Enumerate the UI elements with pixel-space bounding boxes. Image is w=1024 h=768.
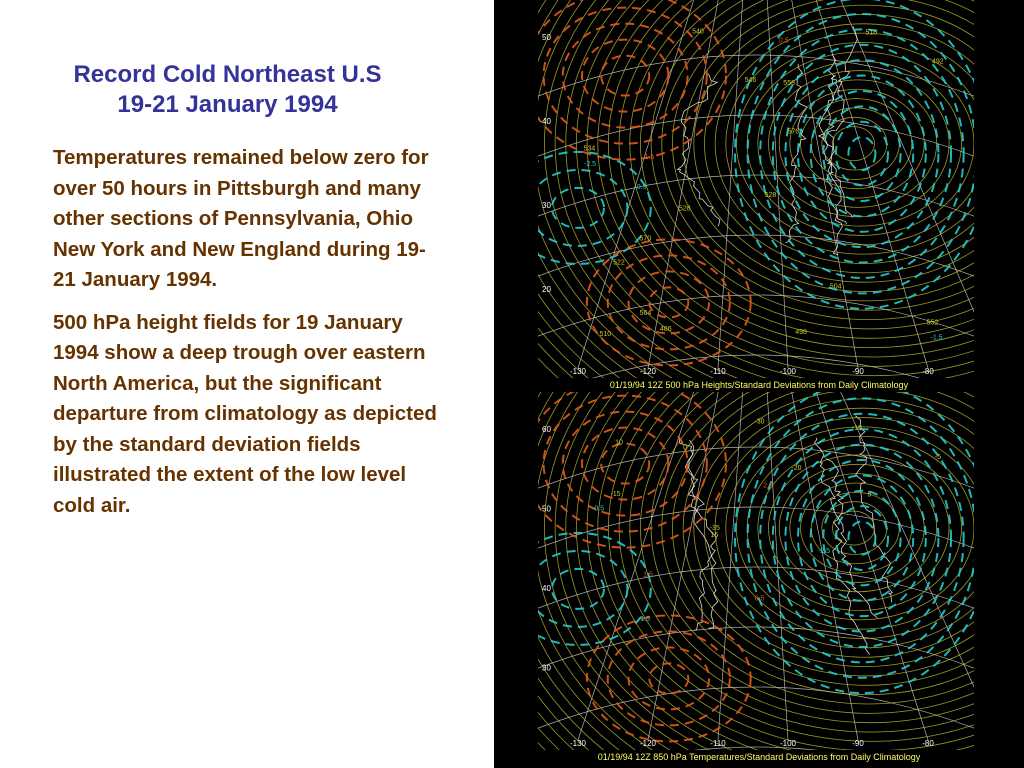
map-500hpa-heights	[538, 0, 974, 378]
negative-anomaly-contour	[848, 522, 875, 555]
contour-label: 504	[829, 283, 842, 291]
longitude-label: -110	[710, 367, 726, 376]
positive-anomaly-contour	[601, 56, 649, 96]
weather-maps	[494, 0, 1024, 768]
positive-anomaly-contour	[629, 647, 710, 709]
contour-label: -20	[791, 465, 802, 473]
latitude-label: 40	[542, 117, 551, 126]
contour-label: 10	[615, 439, 623, 447]
contour-label: -1.5	[930, 334, 943, 342]
height-contour	[662, 392, 974, 695]
negative-anomaly-contour	[773, 429, 951, 647]
contour-label: 570	[639, 235, 652, 243]
contour-label: 0.5	[778, 37, 789, 45]
longitude-line	[816, 392, 928, 740]
positive-anomaly-contour	[649, 287, 688, 317]
contour-label: -5	[934, 453, 942, 461]
height-contour	[769, 71, 950, 217]
contour-label: 486	[659, 326, 672, 334]
latitude-line	[538, 355, 974, 378]
negative-anomaly-contour	[773, 45, 951, 263]
longitude-label: -100	[779, 367, 797, 376]
positive-anomaly-contour	[544, 396, 707, 532]
contour-label: -1.5	[637, 616, 650, 624]
contour-label: 552	[926, 319, 939, 327]
contour-label: 510	[599, 330, 612, 338]
contour-label: 540	[692, 28, 704, 36]
map-850hpa-caption: 01/19/94 12Z 850 hPa Temperatures/Standard Deviations from Daily Climatology	[597, 752, 921, 762]
contour-label: 534	[583, 145, 596, 153]
contour-label: 492	[932, 58, 944, 66]
contour-label: -15	[610, 490, 621, 498]
longitude-label: -100	[779, 739, 797, 748]
height-contour	[566, 392, 974, 750]
latitude-label: 30	[542, 663, 551, 673]
paragraph-500hpa: 500 hPa height fields for 19 January 1994 show a deep trough over eastern North America, but the significant departure from climatology as depicted by the standard deviation fields illustrated the extent of the low level cold air.	[53, 310, 437, 517]
height-contour	[747, 436, 974, 620]
map-850hpa-svg	[538, 392, 974, 750]
height-contour	[715, 408, 974, 648]
height-contour	[683, 392, 974, 676]
contour-label: 546	[744, 76, 757, 84]
height-contour	[630, 0, 974, 338]
longitude-label: -80	[922, 367, 934, 376]
negative-anomaly-contour	[538, 170, 627, 246]
height-contour	[598, 0, 974, 366]
height-contour	[801, 99, 912, 189]
map-500hpa-caption: 01/19/94 12Z 500 hPa Heights/Standard Deviations from Daily Climatology	[609, 380, 909, 390]
contour-label: -10	[851, 424, 862, 432]
height-contour	[744, 52, 974, 236]
longitude-label: -130	[569, 739, 587, 748]
contour-label: -30	[754, 418, 765, 426]
slide-title	[40, 60, 415, 120]
negative-anomaly-contour	[748, 398, 974, 677]
map-500hpa-svg	[538, 0, 974, 378]
contour-label: 1.5	[644, 154, 655, 162]
height-contour	[833, 511, 875, 545]
contour-label: 528	[764, 192, 777, 200]
longitude-label: -130	[569, 367, 587, 376]
height-contour	[619, 392, 974, 732]
negative-anomaly-contour	[552, 188, 604, 228]
map-850hpa-temperatures	[538, 392, 974, 750]
latitude-label: 50	[542, 33, 551, 42]
title-line-1: Record Cold Northeast U.S	[73, 61, 382, 88]
contour-label: 2.5	[763, 482, 774, 490]
positive-anomaly-contour	[582, 428, 668, 500]
title-line-2: 19-21 January 1994	[117, 91, 338, 118]
latitude-label: 20	[542, 285, 551, 294]
positive-anomaly-contour	[601, 444, 649, 484]
height-contour	[801, 483, 912, 573]
negative-anomaly-contour	[538, 533, 651, 645]
contour-label: 5	[867, 491, 872, 499]
latitude-label: 50	[542, 504, 551, 514]
longitude-label: -120	[639, 739, 657, 748]
contour-label: 498	[795, 329, 807, 337]
contour-label: -0.5	[634, 184, 647, 192]
contour-label: 564	[639, 309, 652, 317]
height-contour	[790, 89, 924, 198]
contour-label: 576	[787, 128, 800, 136]
contour-label: 558	[783, 79, 795, 87]
contour-label: -35	[709, 525, 720, 533]
coastline	[819, 75, 843, 255]
positive-anomaly-contour	[582, 40, 668, 112]
negative-anomaly-contour	[785, 445, 938, 632]
negative-anomaly-contour	[785, 60, 938, 247]
contour-label: 1.5	[643, 571, 653, 579]
contour-label: -0.5	[592, 505, 605, 513]
height-contour	[833, 127, 875, 161]
latitude-label: 40	[542, 584, 551, 594]
contour-label: -2.5	[584, 160, 597, 168]
contour-label: 15	[710, 531, 719, 539]
negative-anomaly-contour	[836, 506, 888, 570]
negative-anomaly-contour	[538, 152, 651, 264]
height-contour	[619, 0, 974, 348]
contour-label: -2.5	[817, 548, 830, 556]
paragraph-temperatures: Temperatures remained below zero for over 50 hours in Pittsburgh and many other sections of Pennsylvania, Ohio New York and New England during 19-21 January 1994.	[53, 146, 429, 291]
contour-label: 0.5	[754, 595, 765, 603]
latitude-label: 30	[542, 201, 551, 210]
latitude-label: 60	[542, 425, 551, 434]
height-contour	[544, 0, 974, 378]
longitude-label: -90	[852, 739, 864, 748]
contour-label: 528	[678, 205, 691, 213]
longitude-label: -80	[922, 739, 934, 748]
negative-anomaly-contour	[848, 137, 875, 170]
coastline	[855, 416, 892, 603]
contour-label: 522	[613, 259, 625, 267]
latitude-line	[538, 115, 974, 160]
longitude-label: -120	[639, 367, 657, 376]
positive-anomaly-contour	[629, 271, 710, 333]
negative-anomaly-contour	[836, 122, 888, 186]
body-text	[53, 143, 448, 533]
longitude-label: -110	[710, 739, 726, 748]
contour-label: 516	[865, 29, 878, 37]
height-contour	[790, 474, 924, 583]
contour-label: 0	[683, 444, 688, 452]
longitude-label: -90	[852, 367, 864, 376]
height-contour	[683, 0, 974, 292]
coastline	[826, 459, 870, 655]
height-contour	[769, 455, 950, 601]
